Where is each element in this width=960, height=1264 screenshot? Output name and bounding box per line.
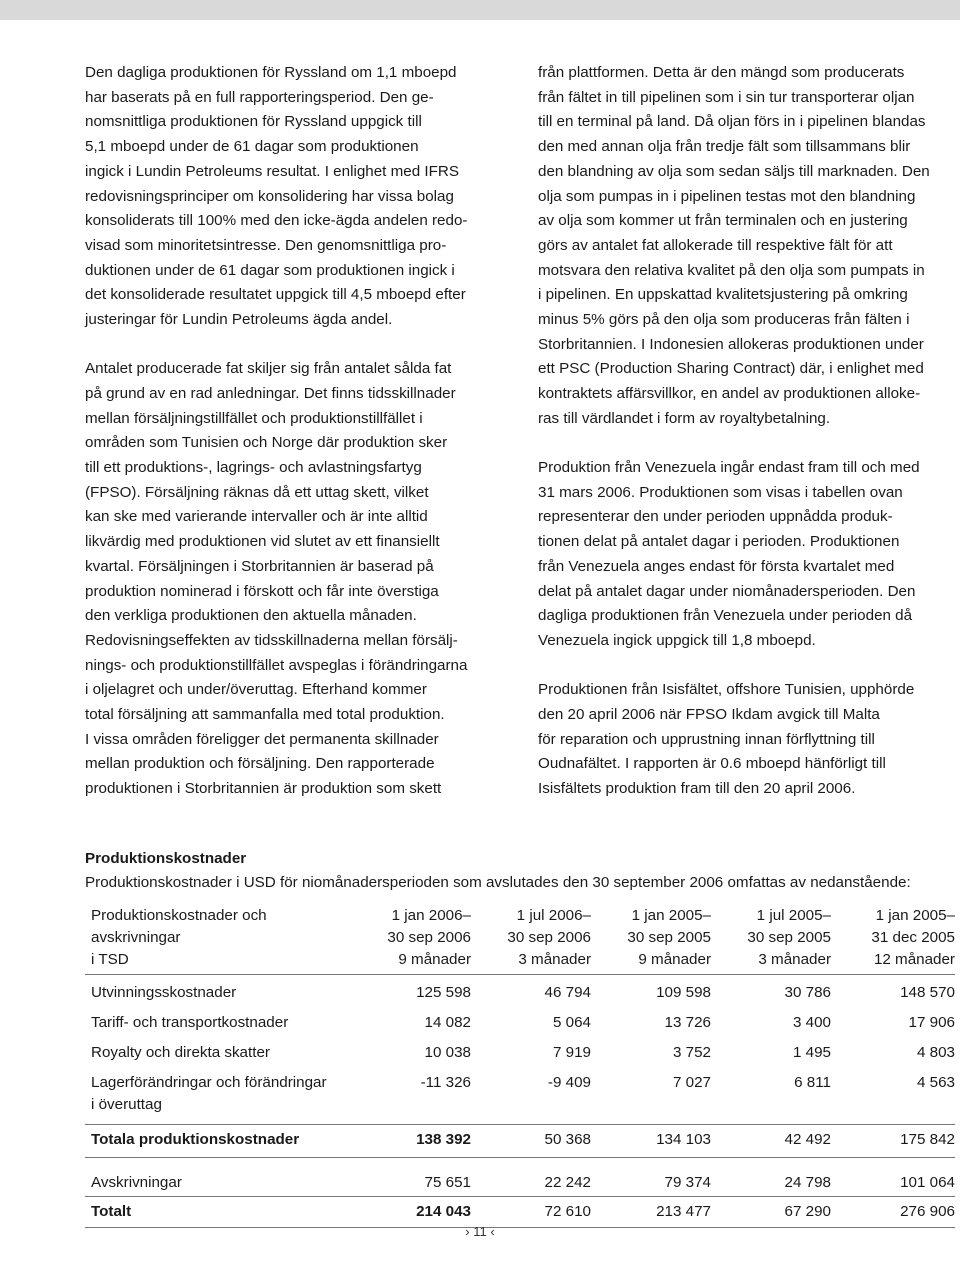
cell: 4 563	[916, 1074, 955, 1091]
table-row	[85, 1072, 955, 1125]
cell: 109 598	[656, 984, 711, 1001]
table-row	[85, 1158, 955, 1197]
column-header-2006-3m: 1 jul 2006– 30 sep 2006 3 månader	[507, 907, 591, 968]
cell: 134 103	[656, 1131, 711, 1148]
row-label: Royalty och direkta skatter	[91, 1044, 270, 1061]
cell: 3 400	[792, 1014, 831, 1031]
cell: 6 811	[794, 1074, 831, 1091]
cell: 138 392	[416, 1131, 471, 1148]
cell: 67 290	[784, 1203, 831, 1220]
cell: 7 919	[552, 1044, 591, 1061]
cell: 3 752	[672, 1044, 711, 1061]
cell: 50 368	[544, 1131, 591, 1148]
page-number: › 11 ‹	[465, 1224, 495, 1239]
row-label: Totalt	[91, 1203, 132, 1220]
cell: 13 726	[664, 1014, 711, 1031]
cell: 17 906	[908, 1014, 955, 1031]
row-label: Tariff- och transportkostnader	[91, 1014, 289, 1031]
row-label: Avskrivningar	[91, 1174, 182, 1191]
cell: 125 598	[416, 984, 471, 1001]
left-paragraph-1: Den dagliga produktionen för Ryssland om 1,1 mboepd har baserats på en full rapporteringsperiod. Den ge- nomsnittliga produktionen för Ryssland uppgick till 5,1 mboepd under de 61 dagar som produktionen ingick i Lundin Petroleums resultat. I enlighet med IFRS redovisningsprinciper om konsolidering har vissa bolag konsoliderats till 100% med den icke-ägda andelen redo- visad som minoritetsintresse. Den genomsnittliga pro- duktionen under de 61 dagar som produktionen ingick i det konsoliderade resultatet uppgick till 4,5 mboepd efter justeringar för Lundin Petroleums ägda andel.	[85, 64, 468, 329]
right-paragraph-1: från plattformen. Detta är den mängd som producerats från fältet in till pipelinen som i sin tur transporterar oljan till en terminal på land. Då oljan förs in i pipelinen blandas den med annan olja från tredje fält som tillsammans blir den blandning av olja som sedan säljs till marknaden. Den olja som pumpas in i pipelinen testas mot den blandning av olja som kommer ut från terminalen och en justering görs av antalet fat allokerade till respektive fält för att motsvara den relativa kvalitet på den olja som pumpats in i pipelinen. En uppskattad kvalitetsjustering på omkring minus 5% görs på den olja som produceras från fälten i Storbritannien. I Indonesien allokeras produktionen under ett PSC (Production Sharing Contract) där, i enlighet med kontraktets affärsvillkor, en andel av produktionen alloke- ras till värdlandet i form av royaltybetalning.	[538, 64, 930, 427]
cell: 7 027	[672, 1074, 711, 1091]
column-header-2006-9m: 1 jan 2006– 30 sep 2006 9 månader	[387, 907, 471, 968]
right-paragraph-3: Produktionen från Isisfältet, offshore Tunisien, upphörde den 20 april 2006 när FPSO Ikdam avgick till Malta för reparation och upprustning innan förflyttning till Oudnafältet. I rapporten är 0.6 mboepd hänförligt till Isisfältets produktion fram till den 20 april 2006.	[538, 681, 915, 797]
section-intro: Produktionskostnader i USD för niomånadersperioden som avslutades den 30 september 2006 omfattas av nedanstående:	[85, 874, 911, 891]
cell: 42 492	[784, 1131, 831, 1148]
left-text-column	[85, 61, 515, 802]
cell: 148 570	[900, 984, 955, 1001]
cell: 101 064	[900, 1174, 955, 1191]
left-paragraph-2: Antalet producerade fat skiljer sig från antalet sålda fat på grund av en rad anledningar. Det finns tidsskillnader mellan försäljningstillfället och produktionstillfället i områden som Tunisien och Norge där produktion sker till ett produktions-, lagrings- och avlastningsfartyg (FPSO). Försäljning räknas då ett uttag skett, vilket kan ske med varierande intervaller och är inte alltid likvärdig med produktionen vid slutet av ett finansiellt kvartal. Försäljningen i Storbritannien är baserad på produktion nominerad i förskott och får inte överstiga den verkliga produktionen den aktuella månaden. Redovisningseffekten av tidsskillnaderna mellan försälj- nings- och produktionstillfället avspeglas i förändringarna i oljelagret och under/överuttag. Efterhand kommer total försäljning att sammanfalla med total produktion. I vissa områden föreligger det permanenta skillnader mellan produktion och försäljning. Den rapporterade produktionen i Storbritannien är produktion som skett	[85, 360, 468, 798]
cell: 1 495	[792, 1044, 831, 1061]
row-label: Lagerförändringar och förändringar i överuttag	[91, 1074, 327, 1113]
cell: 175 842	[900, 1131, 955, 1148]
header-label-line: i TSD	[91, 951, 129, 968]
column-header-2005-3m: 1 jul 2005– 30 sep 2005 3 månader	[747, 907, 831, 968]
cell: -9 409	[547, 1074, 591, 1091]
cell: 72 610	[544, 1203, 591, 1220]
cell: 24 798	[784, 1174, 831, 1191]
table-total-row	[85, 1197, 955, 1228]
table-row	[85, 1042, 955, 1072]
table-row	[85, 975, 955, 1013]
table-header-row	[85, 905, 955, 975]
cell: 30 786	[784, 984, 831, 1001]
cell: 276 906	[900, 1203, 955, 1220]
right-text-column	[538, 61, 958, 802]
row-label: Totala produktionskostnader	[91, 1131, 300, 1148]
table-subtotal-row	[85, 1125, 955, 1158]
cell: 79 374	[664, 1174, 711, 1191]
header-label-cell	[85, 905, 350, 975]
cell: 46 794	[544, 984, 591, 1001]
cell: 213 477	[656, 1203, 711, 1220]
top-bar	[0, 0, 960, 20]
section-title: Produktionskostnader	[85, 850, 247, 867]
row-label: Utvinningsskostnader	[91, 984, 237, 1001]
right-paragraph-2: Produktion från Venezuela ingår endast fram till och med 31 mars 2006. Produktionen som visas i tabellen ovan representerar den under perioden uppnådda produk- tionen delat på antalet dagar i perioden. Produktionen från Venezuela anges endast för första kvartalet med delat på antalet dagar under niomånadersperioden. Den dagliga produktionen från Venezuela under perioden då Venezuela ingick uppgick till 1,8 mboepd.	[538, 459, 920, 649]
cell: 22 242	[544, 1174, 591, 1191]
table-row	[85, 1012, 955, 1042]
cell: 14 082	[424, 1014, 471, 1031]
cell: 4 803	[916, 1044, 955, 1061]
header-label-line: Produktionskostnader och	[91, 907, 267, 924]
cell: 214 043	[416, 1203, 471, 1220]
header-label-line: avskrivningar	[91, 929, 181, 946]
column-header-2005-12m: 1 jan 2005– 31 dec 2005 12 månader	[871, 907, 955, 968]
cell: 10 038	[424, 1044, 471, 1061]
cell: 5 064	[552, 1014, 591, 1031]
cell: 75 651	[424, 1174, 471, 1191]
production-costs-table	[85, 905, 955, 1228]
cell: -11 326	[420, 1074, 471, 1091]
column-header-2005-9m: 1 jan 2005– 30 sep 2005 9 månader	[627, 907, 711, 968]
